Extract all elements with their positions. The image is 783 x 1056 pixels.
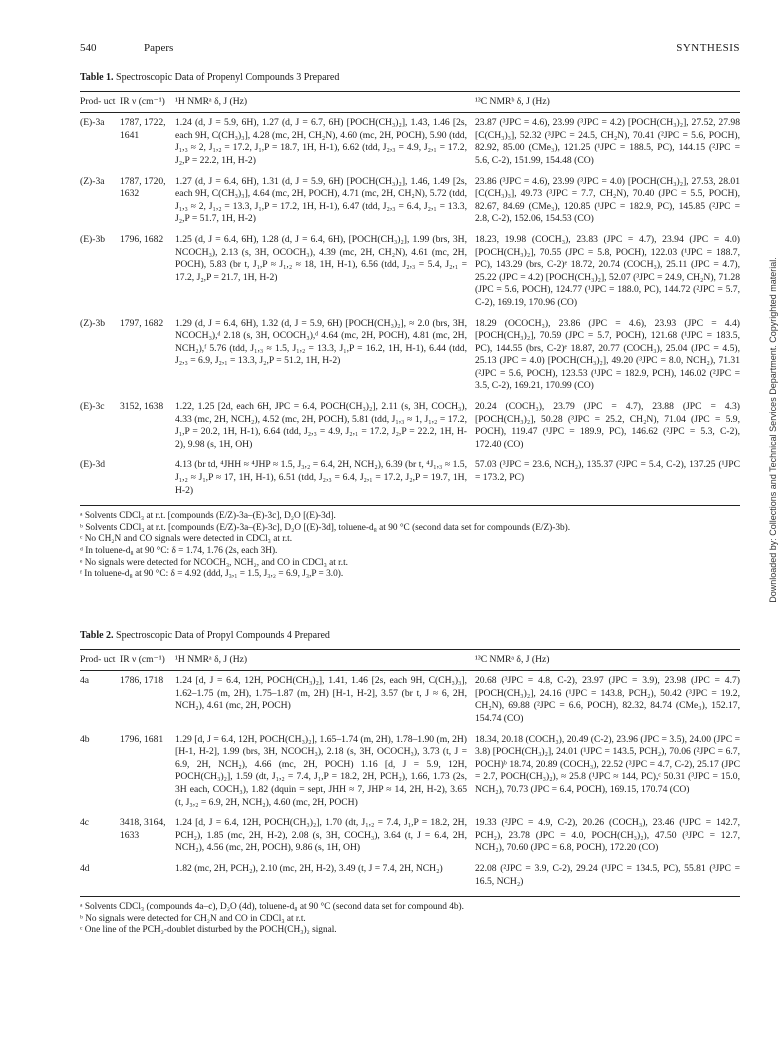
cell-ir: 1787, 1720, 1632	[120, 175, 166, 200]
cell-h-nmr: 1.29 (d, J = 6.4, 6H), 1.32 (d, J = 5.9, 6H) [POCH(CH₃)₂], ≈ 2.0 (brs, 3H, NCOCH₃),ᵈ 2.18 (s, 3H, OCOCH₃),ᵈ 4.64 (mc, 2H, POCH), 4.81 (mc, 2H, NCH₂),ᶠ 5.76 (tdd, J₁,₃ ≈ 1.5, J₁,₂ = 13.3, J₁,P = 16.2, 1H, H-1), 6.44 (tdd, J₂,₃ = 6.9, J₂,₁ = 13.3, J₂,P = 51.2, 1H, H-2)	[175, 317, 467, 367]
cell-ir: 1796, 1681	[120, 733, 164, 745]
table-row	[80, 817, 740, 855]
table-row	[80, 401, 740, 451]
footnote: ᶜ No CH₂N and CO signals were detected in CDCl₃ at r.t.	[80, 534, 293, 545]
table-1-label: Table 1.	[80, 72, 114, 83]
cell-c-nmr: 22.08 (²JPC = 3.9, C-2), 29.24 (¹JPC = 134.5, PC), 55.81 (³JPC = 16.5, NCH₂)	[475, 862, 740, 887]
footnote: ᵇ No signals were detected for CH₂N and CO in CDCl₃ at r.t.	[80, 913, 306, 924]
cell-ir: 3152, 1638	[120, 401, 164, 413]
footnote: ᶜ One line of the PCH₂-doublet disturbed by the POCH(CH₃)₂ signal.	[80, 925, 337, 936]
cell-product: 4b	[80, 733, 90, 745]
col-header-h-nmr: ¹H NMRᵃ δ, J (Hz)	[175, 653, 248, 665]
cell-product: (E)-3d	[80, 459, 106, 471]
table-row	[80, 675, 740, 725]
download-notice	[766, 150, 780, 710]
table-row	[80, 234, 740, 310]
col-header-c-nmr: ¹³C NMRᵇ δ, J (Hz)	[475, 95, 550, 107]
table-row	[80, 117, 740, 167]
footnote: ᵃ Solvents CDCl₃ at r.t. [compounds (E/Z)-3a–(E)-3c], D₂O [(E)-3d].	[80, 511, 336, 522]
cell-c-nmr: 20.68 (³JPC = 4.8, C-2), 23.97 (JPC = 3.9), 23.98 (JPC = 4.7) [POCH(CH₃)₂], 24.16 (¹JPC = 143.8, PCH₂), 50.42 (³JPC = 19.2, CH₂N), 69.88 (²JPC = 6.6, POCH), 82.32, 84.74 (CMe₃), 152.17, 154.74 (CO)	[475, 675, 740, 724]
cell-product: (E)-3a	[80, 117, 105, 129]
table-1-caption: Spectroscopic Data of Propenyl Compounds 3 Prepared	[116, 72, 340, 83]
footnote: ᵇ Solvents CDCl₃ at r.t. [compounds (E/Z)-3a–(E)-3c], D₂O [(E)-3d], toluene-d₈ at 90 °C (second data set for compounds (E/Z)-3b).	[80, 522, 571, 533]
cell-h-nmr: 1.22, 1.25 [2d, each 6H, JPC = 6.4, POCH(CH₃)₂], 2.11 (s, 3H, COCH₃), 4.33 (mc, 2H, NCH₂), 4.52 (mc, 2H, POCH), 5.81 (tdd, J₁,₃ ≈ 1, J₁,₂ = 17.2, J₁,P = 20.2, 1H, H-1), 6.64 (tdd, J₂,₃ = 4.9, J₂,₁ = 17.2, J₂,P = 22.2, 1H, H-2), 9.98 (s, 1H, OH)	[175, 401, 467, 450]
table-2	[80, 630, 740, 937]
cell-h-nmr: 1.82 (mc, 2H, PCH₂), 2.10 (mc, 2H, H-2), 3.49 (t, J = 7.4, 2H, NCH₂)	[175, 862, 443, 874]
col-header-product: Prod- uct	[80, 95, 116, 107]
cell-c-nmr: 20.24 (COCH₃), 23.79 (JPC = 4.7), 23.88 (JPC = 4.3) [POCH(CH₃)₂], 50.28 (³JPC = 25.2, CH₂N), 71.04 (JPC = 5.9, POCH), 119.47 (¹JPC = 189.9, PC), 146.62 (²JPC = 5.3, C-2), 172.40 (CO)	[475, 401, 740, 450]
table-row	[80, 863, 740, 888]
col-header-h-nmr: ¹H NMRᵃ δ, J (Hz)	[175, 95, 248, 107]
cell-ir	[120, 863, 175, 888]
footnote: ᵃ Solvents CDCl₃ (compounds 4a–c), D₂O (4d), toluene-d₈ at 90 °C (second data set for compound 4b).	[80, 902, 464, 913]
cell-h-nmr: 1.24 [d, J = 6.4, 12H, POCH(CH₃)₂], 1.41, 1.46 [2s, each 9H, C(CH₃)₃], 1.62–1.75 (m, 2H), 1.75–1.87 (m, 2H) [H-1, H-2], 3.57 (br t, J ≈ 6, 2H, NCH₂), 4.61 (mc, 2H, POCH)	[175, 675, 467, 712]
cell-h-nmr: 1.27 (d, J = 6.4, 6H), 1.31 (d, J = 5.9, 6H) [POCH(CH₃)₂], 1.46, 1.49 [2s, each 9H, C(CH₃)₃], 4.64 (mc, 2H, POCH), 4.71 (mc, 2H, CH₂N), 5.72 (tdd, J₁,₃ ≈ 2, J₁,₂ = 13.3, J₁,P = 17.2, 1H, H-1), 6.47 (tdd, J₂,₃ = 6.4, J₂,₁ = 13.3, J₂,P = 51.7, 1H, H-2)	[175, 175, 467, 225]
cell-product: 4c	[80, 817, 90, 829]
col-header-product: Prod- uct	[80, 653, 116, 665]
col-header-ir: IR ν (cm⁻¹)	[120, 95, 165, 107]
cell-ir	[120, 459, 175, 497]
table-1-header-row	[80, 92, 740, 113]
cell-product: (E)-3c	[80, 401, 105, 413]
cell-ir: 3418, 3164, 1633	[120, 817, 166, 841]
cell-ir: 1786, 1718	[120, 675, 164, 687]
cell-ir: 1787, 1722, 1641	[120, 117, 166, 141]
footnote: ᵉ No signals were detected for NCOCH₃, NCH₂, and CO in CDCl₃ at r.t.	[80, 557, 348, 568]
table-row	[80, 176, 740, 226]
cell-h-nmr: 1.24 [d, J = 6.4, 12H, POCH(CH₃)₂], 1.70 (dt, J₁,₂ = 7.4, J₁,P = 18.2, 2H, PCH₂), 1.85 (mc, 2H, H-2), 2.08 (s, 3H, COCH₃), 3.64 (t, J = 6.4, 2H, NCH₂), 4.56 (mc, 2H, POCH), 9.86 (s, 1H, OH)	[175, 817, 467, 854]
table-row	[80, 459, 740, 497]
cell-c-nmr: 19.33 (²JPC = 4.9, C-2), 20.26 (COCH₃), 23.46 (¹JPC = 142.7, PCH₂), 23.78 (JPC = 4.0, POCH(CH₃)₂), 47.50 (³JPC = 12.7, NCH₂), 70.60 (JPC = 6.8, POCH), 172.20 (CO)	[475, 817, 740, 854]
cell-h-nmr: 1.25 (d, J = 6.4, 6H), 1.28 (d, J = 6.4, 6H), [POCH(CH₃)₂], 1.99 (brs, 3H, NCOCH₃), 2.13 (s, 3H, OCOCH₃), 4.39 (mc, 2H, CH₂N), 4.61 (mc, 2H, POCH), 5.83 (br t, J₁,P ≈ J₁,₂ ≈ 18, 1H, H-1), 6.56 (tdd, J₂,₃ = 5.4, J₂,₁ = 17.2, J₂,P = 21.7, 1H, H-2)	[175, 233, 467, 283]
table-2-body	[80, 675, 740, 888]
cell-product: (Z)-3b	[80, 317, 106, 329]
page-number: 540	[80, 42, 97, 54]
cell-c-nmr: 18.23, 19.98 (COCH₃), 23.83 (JPC = 4.7), 23.94 (JPC = 4.0) [POCH(CH₃)₂], 70.55 (JPC = 5.8, POCH), 122.03 (¹JPC = 188.7, PC), 143.29 (brs, C-2)ᵉ 18.72, 20.74 (COCH₃), 25.11 (JPC = 4.7), 25.22 (JPC = 4.2) [POCH(CH₃)₂], 52.07 (³JPC = 24.9, CH₂N), 71.28 (JPC = 5.6, POCH), 124.77 (¹JPC = 188.0, PC), 144.72 (²JPC = 5.7, C-2), 169.19, 170.96 (CO)	[475, 233, 740, 308]
download-notice-text: Downloaded by: Collections and Technical Services Department. Copyrighted material.	[768, 257, 778, 603]
table-1-bottom-rule	[80, 505, 740, 506]
footnote: ᵈ In toluene-d₈ at 90 °C: δ = 1.74, 1.76 (2s, each 3H).	[80, 546, 278, 556]
table-1-title	[80, 72, 740, 85]
footnote: ᶠ In toluene-d₈ at 90 °C: δ = 4.92 (ddd, J₃,₁ = 1.5, J₃,₂ = 6.9, J₃,P = 3.0).	[80, 569, 344, 580]
cell-h-nmr: 4.13 (br td, ⁴JHH ≈ ⁴JHP ≈ 1.5, J₃,₂ = 6.4, 2H, NCH₂), 6.39 (br t, ⁴J₁,₃ ≈ 1.5, J₁,₂ ≈ J₁,P ≈ 17, 1H, H-1), 6.51 (tdd, J₂,₃ = 6.4, J₂,₁ = 17.2, J₂,P = 19.7, 1H, H-2)	[175, 459, 467, 496]
cell-c-nmr: 23.86 (³JPC = 4.6), 23.99 (³JPC = 4.0) [POCH(CH₃)₂], 27.53, 28.01 [C(CH₃)₃], 49.73 (³JPC = 7.7, CH₂N), 70.40 (JPC = 5.5, POCH), 82.67, 84.69 (CMe₃), 120.85 (¹JPC = 182.9, PC), 145.85 (²JPC = 2.8, C-2), 152.06, 154.53 (CO)	[475, 175, 740, 225]
journal-name: SYNTHESIS	[676, 42, 740, 54]
table-2-footnotes	[80, 902, 740, 937]
col-header-c-nmr: ¹³C NMRᵃ δ, J (Hz)	[475, 653, 550, 665]
running-header	[80, 42, 740, 58]
cell-product: (E)-3b	[80, 233, 106, 245]
table-row	[80, 734, 740, 810]
table-1-header-rule	[80, 112, 740, 113]
cell-product: 4a	[80, 675, 90, 687]
table-1-footnotes	[80, 511, 740, 581]
table-2-label: Table 2.	[80, 630, 114, 641]
cell-c-nmr: 18.29 (OCOCH₃), 23.86 (JPC = 4.6), 23.93 (JPC = 4.4) [POCH(CH₃)₂], 70.59 (JPC = 5.7, POCH), 121.68 (¹JPC = 183.5, PC), 144.55 (brs, C-2)ᵉ 18.87, 20.77 (COCH₃), 25.04 (JPC = 4.5), 25.13 (JPC = 4.0) [POCH(CH₃)₂], 49.20 (³JPC = 8.0, NCH₂), 71.31 (²JPC = 5.6, POCH), 123.53 (¹JPC = 182.9, PCH), 146.02 (²JPC = 3.5, C-2), 169.21, 170.99 (CO)	[475, 317, 740, 392]
table-2-title	[80, 630, 740, 643]
col-header-ir: IR ν (cm⁻¹)	[120, 653, 165, 665]
cell-ir: 1797, 1682	[120, 317, 164, 329]
cell-product: (Z)-3a	[80, 175, 105, 187]
cell-product: 4d	[80, 862, 90, 874]
table-1	[80, 72, 740, 581]
table-1-body	[80, 117, 740, 497]
cell-h-nmr: 1.29 [d, J = 6.4, 12H, POCH(CH₃)₂], 1.65–1.74 (m, 2H), 1.78–1.90 (m, 2H) [H-1, H-2], 1.99 (brs, 3H, NCOCH₃), 2.18 (s, 3H, OCOCH₃), 3.73 (t, J = 6.9, 2H, NCH₂), 4.66 (mc, 2H, POCH) 1.16 [d, J = 5.9, 12H, POCH(CH₃)₂], 1.59 (dt, J₁,₂ = 7.4, J₁,P = 18.2, 2H, PCH₂), 1.66, 1.73 (2s, 3H each, COCH₃), 1.82 (dquin = sept, JHH ≈ 7, JHP ≈ 14, 2H, H-2), 3.65 (t, J₃,₂ = 6.9, 2H, NCH₂), 4.60 (mc, 2H, POCH)	[175, 733, 467, 808]
table-2-header-row	[80, 650, 740, 671]
cell-c-nmr: 18.34, 20.18 (COCH₃), 20.49 (C-2), 23.96 (JPC = 3.5), 24.00 (JPC = 3.8) [POCH(CH₃)₂], 24.01 (¹JPC = 143.5, PCH₂), 70.06 (²JPC = 6.7, POCH)ᵇ 18.74, 20.89 (COCH₃), 22.52 (³JPC = 4.7, C-2), 25.17 (JPC = 2.7, POCH(CH₃)₂), ≈ 25.8 (¹JPC ≈ 144, PC),ᶜ 50.31 (³JPC = 15.0, NCH₂), 70.73 (JPC = 6.4, POCH), 169.15, 170.74 (CO)	[475, 733, 740, 795]
table-2-header-rule	[80, 670, 740, 671]
cell-c-nmr: 23.87 (³JPC = 4.6), 23.99 (³JPC = 4.2) [POCH(CH₃)₂], 27.52, 27.98 [C(CH₃)₃], 52.32 (³JPC = 24.5, CH₂N), 70.41 (²JPC = 5.6, POCH), 82.92, 85.00 (CMe₃), 121.25 (¹JPC = 188.5, PC), 144.15 (²JPC = 5.6, C-2), 151.99, 154.48 (CO)	[475, 117, 740, 166]
cell-h-nmr: 1.24 (d, J = 5.9, 6H), 1.27 (d, J = 6.7, 6H) [POCH(CH₃)₂], 1.43, 1.46 [2s, each 9H, C(CH₃)₃], 4.28 (mc, 2H, CH₂N), 4.60 (mc, 2H, POCH), 5.90 (tdd, J₁,₃ ≈ 2, J₁,₂ = 17.2, J₁,P = 18.7, 1H, H-1), 6.62 (tdd, J₂,₃ = 4.9, J₂,₁ = 17.2, J₂,P = 22.2, 1H, H-2)	[175, 117, 467, 166]
table-row	[80, 318, 740, 394]
table-2-bottom-rule	[80, 896, 740, 897]
cell-ir: 1796, 1682	[120, 233, 164, 245]
table-2-caption: Spectroscopic Data of Propyl Compounds 4 Prepared	[116, 630, 330, 641]
cell-c-nmr: 57.03 (³JPC = 23.6, NCH₂), 135.37 (²JPC = 5.4, C-2), 137.25 (¹JPC = 173.2, PC)	[475, 459, 740, 484]
section-name: Papers	[144, 42, 174, 54]
